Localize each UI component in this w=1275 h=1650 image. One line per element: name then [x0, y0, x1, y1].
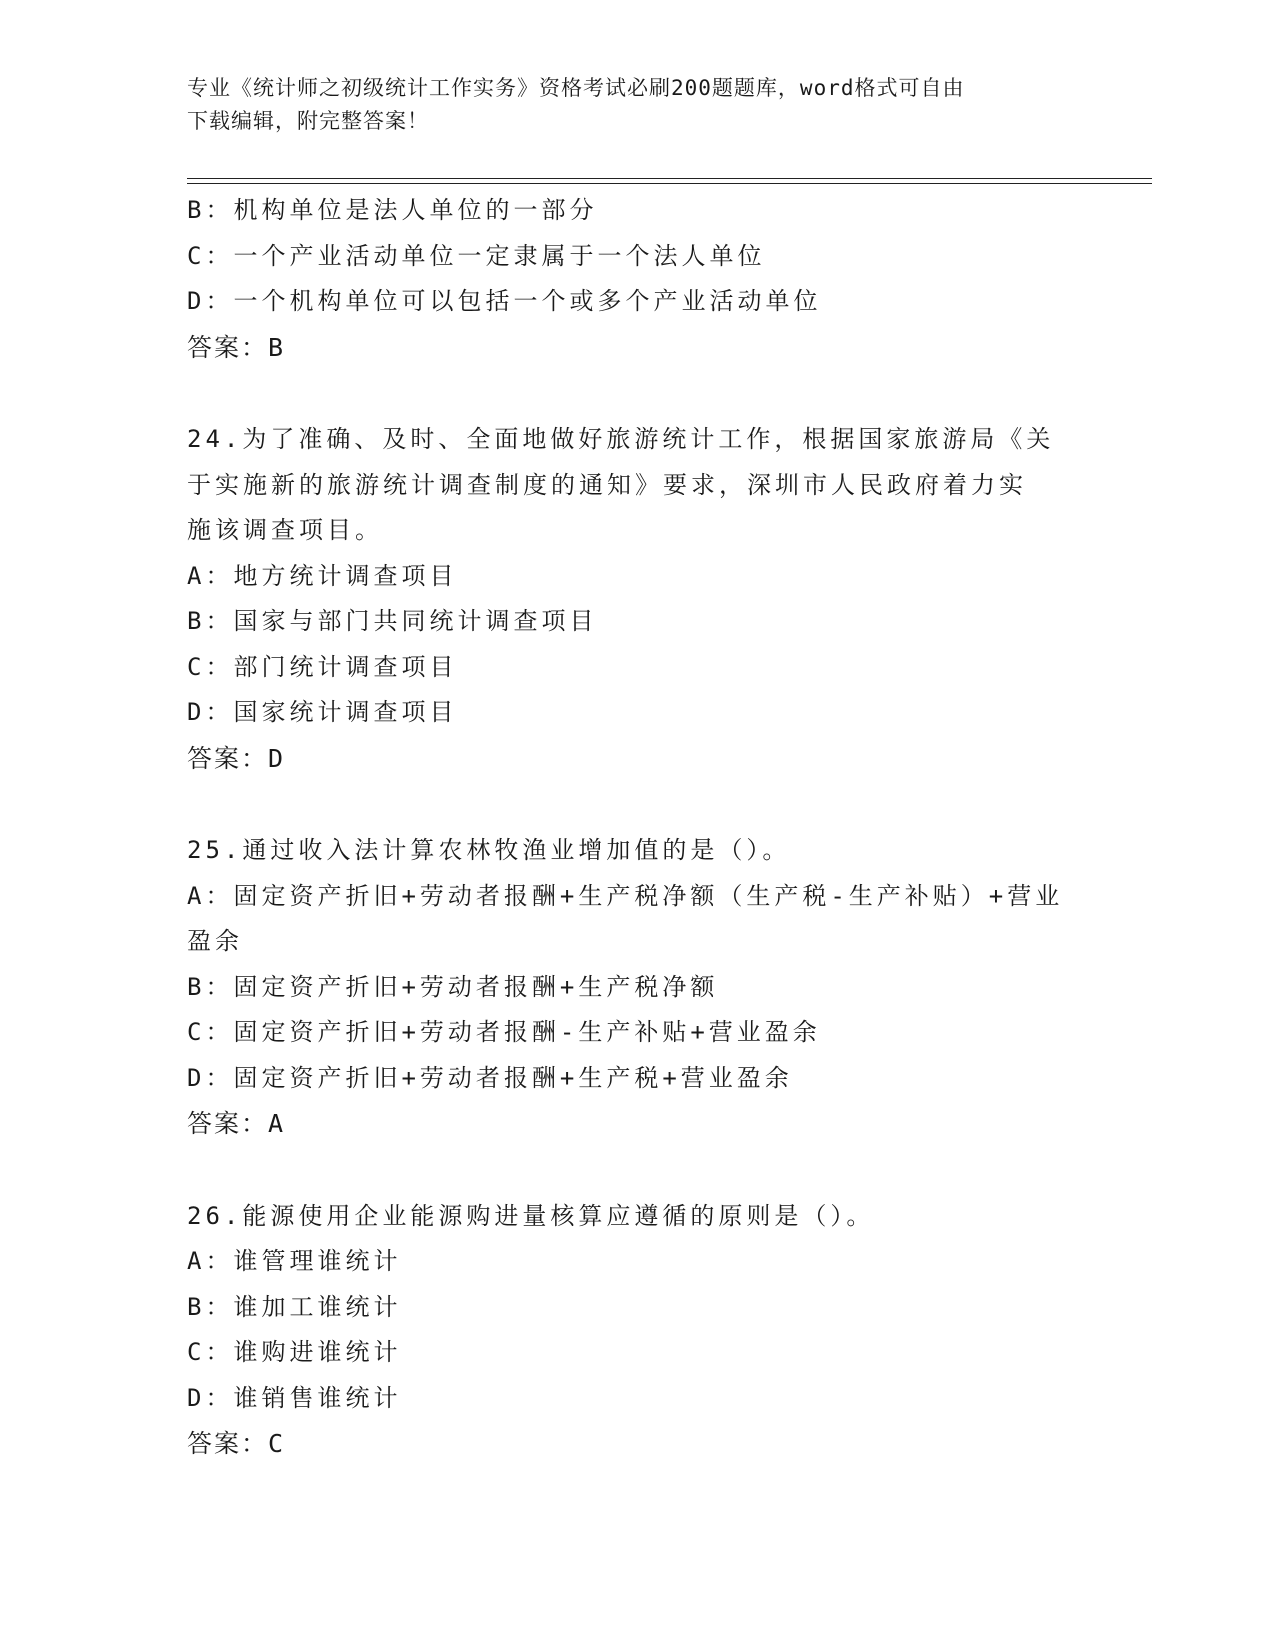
option-d: D：一个机构单位可以包括一个或多个产业活动单位 [187, 287, 822, 315]
option-b: B：机构单位是法人单位的一部分 [187, 196, 598, 224]
option-d: D：固定资产折旧+劳动者报酬+生产税+营业盈余 [187, 1063, 793, 1092]
option-b: B：固定资产折旧+劳动者报酬+生产税净额 [187, 972, 719, 1001]
header-divider-bottom [187, 183, 1152, 184]
option-a: A：地方统计调查项目 [187, 561, 458, 590]
question-block [187, 828, 1087, 1147]
question-block [187, 1194, 1087, 1467]
question-block [187, 188, 1087, 370]
header-title-line-1: 专业《统计师之初级统计工作实务》资格考试必刷200题题库，word格式可自由 [187, 76, 965, 100]
header-title-line-2: 下载编辑，附完整答案！ [187, 109, 429, 133]
option-b: B：国家与部门共同统计调查项目 [187, 607, 598, 635]
block-spacer [187, 370, 1087, 417]
option-d: D：国家统计调查项目 [187, 698, 458, 726]
document-header [187, 72, 1067, 138]
question-text-line: 于实施新的旅游统计调查制度的通知》要求，深圳市人民政府着力实 [187, 470, 1027, 499]
question-text-line: 25.通过收入法计算农林牧渔业增加值的是（）。 [187, 836, 791, 864]
answer-line [187, 1421, 1087, 1467]
question-text-line: 施该调查项目。 [187, 516, 383, 544]
option-a: A：谁管理谁统计 [187, 1247, 402, 1275]
option-a-continued: 盈余 [187, 927, 243, 955]
answer-label: 答案： [187, 743, 269, 773]
option-a: A：固定资产折旧+劳动者报酬+生产税净额（生产税-生产补贴）+营业 [187, 881, 1064, 910]
answer-line [187, 1101, 1087, 1147]
option-c: C：谁购进谁统计 [187, 1338, 402, 1366]
answer-label: 答案： [187, 332, 269, 362]
answer-value: D [268, 743, 286, 773]
header-divider-top [187, 178, 1152, 179]
question-list [187, 188, 1087, 1467]
option-b: B：谁加工谁统计 [187, 1292, 402, 1321]
answer-line [187, 325, 1087, 371]
question-block [187, 417, 1087, 781]
block-spacer [187, 781, 1087, 828]
question-text-line: 24.为了准确、及时、全面地做好旅游统计工作，根据国家旅游局《关 [187, 425, 1055, 453]
option-c: C：一个产业活动单位一定隶属于一个法人单位 [187, 241, 766, 270]
answer-label: 答案： [187, 1429, 269, 1458]
option-c: C：部门统计调查项目 [187, 652, 458, 681]
block-spacer [187, 1147, 1087, 1194]
option-c: C：固定资产折旧+劳动者报酬-生产补贴+营业盈余 [187, 1018, 821, 1046]
question-text-line: 26.能源使用企业能源购进量核算应遵循的原则是（）。 [187, 1201, 875, 1230]
answer-value: C [268, 1429, 286, 1458]
answer-value: B [268, 332, 286, 362]
answer-line [187, 736, 1087, 782]
option-d: D：谁销售谁统计 [187, 1383, 402, 1412]
answer-label: 答案： [187, 1109, 269, 1138]
answer-value: A [268, 1109, 286, 1138]
